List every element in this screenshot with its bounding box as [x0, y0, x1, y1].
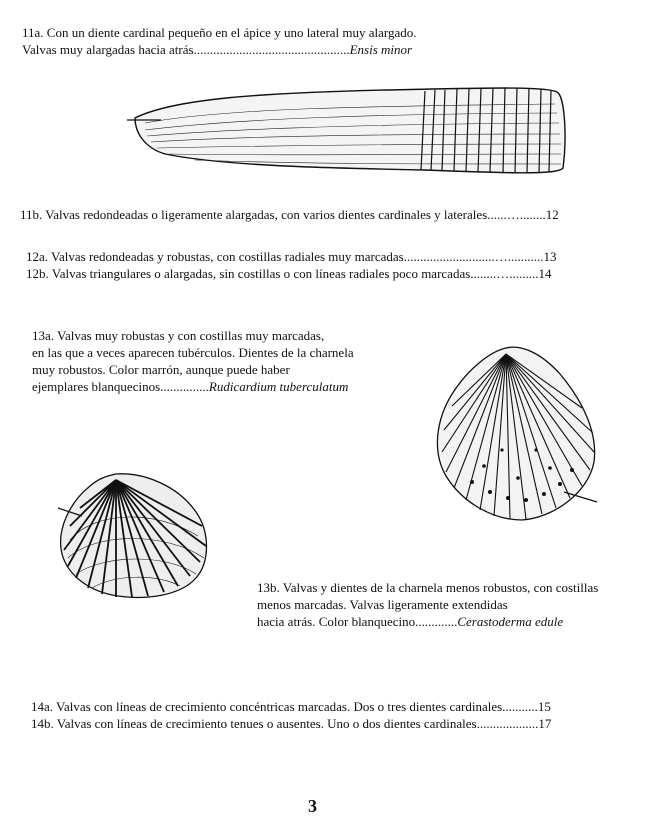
rudicardium-illustration — [432, 342, 612, 524]
couplet-11a-line2: Valvas muy alargadas hacia atrás................................................Ensis minor — [22, 42, 413, 57]
couplet-13a-line2: en las que a veces aparecen tubérculos. Dientes de la charnela — [32, 345, 354, 360]
species-cerastoderma-edule: Cerastoderma edule — [457, 614, 564, 629]
couplet-13b-line3: hacia atrás. Color blanquecino.............Cerastoderma edule — [257, 614, 564, 629]
couplet-12a: 12a. Valvas redondeadas y robustas, con costillas radiales muy marcadas............................…...........13 — [26, 249, 557, 264]
couplet-13b-line2: menos marcadas. Valvas ligeramente extendidas — [257, 597, 508, 612]
couplet-13a-line4: ejemplares blanquecinos...............Rudicardium tuberculatum — [32, 379, 349, 394]
page-number: 3 — [308, 796, 317, 816]
couplet-14a: 14a. Valvas con líneas de crecimiento concéntricas marcadas. Dos o tres dientes cardinales...........15 — [31, 699, 551, 714]
couplet-13a-line1: 13a. Valvas muy robustas y con costillas muy marcadas, — [32, 328, 325, 343]
species-ensis-minor: Ensis minor — [349, 42, 413, 57]
couplet-11a-line1: 11a. Con un diente cardinal pequeño en el ápice y uno lateral muy alargado. — [22, 25, 417, 40]
couplet-11b: 11b. Valvas redondeadas o ligeramente alargadas, con varios dientes cardinales y laterales......…........12 — [20, 207, 559, 222]
species-rudicardium-tuberculatum: Rudicardium tuberculatum — [208, 379, 349, 394]
couplet-12b: 12b. Valvas triangulares o alargadas, sin costillas o con líneas radiales poco marcadas........….........14 — [26, 266, 552, 281]
couplet-13b-line1: 13b. Valvas y dientes de la charnela menos robustos, con costillas — [257, 580, 599, 595]
couplet-14b: 14b. Valvas con líneas de crecimiento tenues o ausentes. Uno o dos dientes cardinales...................17 — [31, 716, 552, 731]
couplet-13a-line3: muy robustos. Color marrón, aunque puede haber — [32, 362, 290, 377]
cerastoderma-illustration — [56, 470, 212, 602]
ensis-minor-illustration — [125, 78, 570, 190]
